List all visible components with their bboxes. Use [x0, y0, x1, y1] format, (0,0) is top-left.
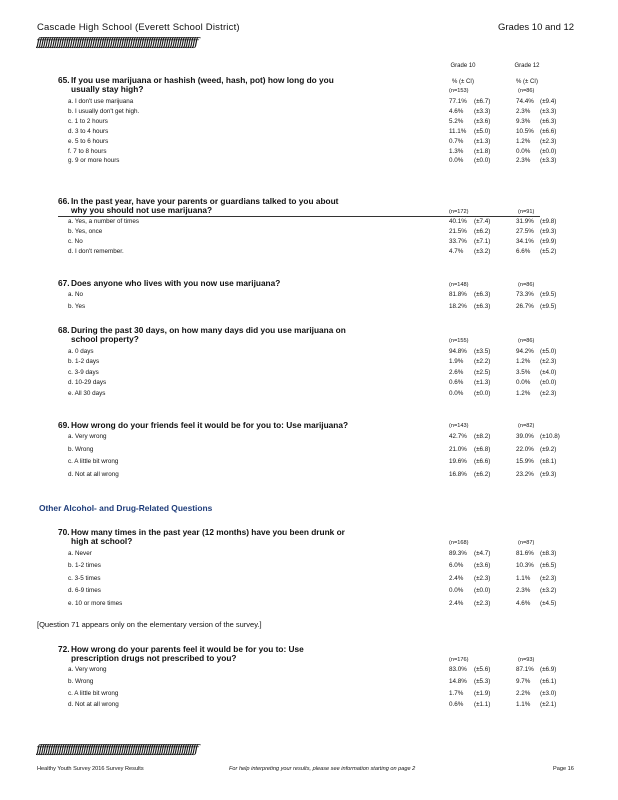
sample-size-grade12: (n=86) — [518, 282, 535, 288]
grade10-ci: (±4.7) — [474, 550, 491, 557]
response-label: c. No — [68, 237, 83, 245]
response-label: e. 5 to 6 hours — [68, 137, 109, 145]
question-title — [58, 528, 345, 546]
grade12-percent: 26.7% — [516, 302, 534, 310]
grade12-ci: (±9.5) — [540, 291, 557, 298]
grade12-percent: 39.0% — [516, 433, 534, 440]
grade10-percent: 77.1% — [449, 98, 467, 105]
question-title — [58, 76, 334, 94]
grade10-ci: (±1.3) — [474, 137, 491, 145]
grade12-ci: (±3.3) — [540, 157, 557, 165]
grade12-ci: (±6.3) — [540, 117, 557, 125]
response-row — [68, 238, 578, 247]
grade10-percent: 21.0% — [449, 445, 467, 453]
grade12-ci: (±2.1) — [540, 701, 557, 709]
grade10-ci: (±7.1) — [474, 237, 491, 245]
sample-size-grade10: (n=176) — [449, 657, 469, 663]
sample-size-grade12: (n=87) — [518, 540, 535, 546]
question-number: 65. — [58, 75, 70, 85]
grade10-ci: (±5.0) — [474, 127, 491, 135]
response-label: e. 10 or more times — [68, 599, 123, 607]
response-row — [68, 358, 578, 367]
response-row — [68, 587, 578, 596]
response-row — [68, 666, 578, 675]
grade12-percent: 87.1% — [516, 666, 534, 673]
response-row — [68, 118, 578, 127]
grade10-ci: (±3.6) — [474, 117, 491, 125]
grade10-percent: 5.2% — [449, 117, 464, 125]
question-text: During the past 30 days, on how many days did you use marijuana on — [71, 325, 346, 335]
grade10-percent: 1.9% — [449, 358, 464, 366]
grade10-ci: (±0.0) — [474, 587, 491, 595]
question-number: 69. — [58, 420, 70, 430]
grade10-ci: (±1.3) — [474, 379, 491, 387]
grade10-ci: (±6.3) — [474, 302, 491, 310]
grade12-percent: 1.2% — [516, 137, 531, 145]
grade10-percent: 21.5% — [449, 227, 467, 235]
sample-size-grade10: (n=143) — [449, 423, 469, 429]
question-number: 67. — [58, 278, 70, 288]
response-row — [68, 248, 578, 257]
grade10-percent: 0.6% — [449, 379, 464, 387]
response-label: a. Very wrong — [68, 433, 107, 440]
response-label: c. 3-9 days — [68, 368, 99, 376]
question-71-note: [Question 71 appears only on the elementary version of the survey.] — [37, 620, 262, 629]
response-label: b. I usually don't get high. — [68, 107, 140, 115]
response-row — [68, 446, 578, 455]
response-label: a. I don't use marijuana — [68, 98, 134, 105]
grades-label: Grades 10 and 12 — [498, 22, 575, 33]
grade12-ci: (±4.0) — [540, 368, 557, 376]
sample-size-grade12: (n=93) — [518, 657, 535, 663]
response-label: b. Yes — [68, 302, 86, 310]
grade12-percent: 22.0% — [516, 445, 534, 453]
grade12-ci: (±10.8) — [540, 433, 560, 440]
grade12-ci: (±6.9) — [540, 666, 557, 673]
grade12-percent: 31.9% — [516, 218, 534, 225]
question-text: How wrong do your parents feel it would be for you to: Use — [71, 644, 304, 654]
grade12-ci: (±4.5) — [540, 599, 557, 607]
grade10-heading: Grade 10 — [450, 63, 476, 69]
question-text-cont: school property? — [71, 334, 139, 344]
grade10-percent: 89.3% — [449, 550, 467, 557]
grade12-ci: (±9.3) — [540, 471, 557, 479]
response-row — [68, 108, 578, 117]
grade12-percent: 1.2% — [516, 389, 531, 397]
divider-line — [58, 216, 540, 217]
sample-size-grade10: (n=148) — [449, 282, 469, 288]
question-title — [58, 279, 280, 288]
response-label: a. No — [68, 291, 84, 298]
grade10-ci: (±3.2) — [474, 247, 491, 255]
grade12-ci: (±6.5) — [540, 562, 557, 570]
grade10-stat-heading: % (± CI) — [452, 79, 474, 85]
question-text-cont: usually stay high? — [71, 84, 144, 94]
grade10-percent: 16.8% — [449, 471, 467, 479]
grade12-stat-heading: % (± CI) — [516, 79, 538, 85]
response-row — [68, 600, 578, 609]
question-text-cont: prescription drugs not prescribed to you? — [71, 653, 237, 663]
question-text: Does anyone who lives with you now use marijuana? — [71, 278, 281, 288]
grade10-ci: (±0.0) — [474, 389, 491, 397]
grade10-percent: 0.7% — [449, 137, 464, 145]
grade12-ci: (±6.1) — [540, 677, 557, 685]
grade10-ci: (±0.0) — [474, 157, 491, 165]
question-number: 68. — [58, 325, 70, 335]
response-label: a. Very wrong — [68, 666, 107, 673]
response-row — [68, 575, 578, 584]
grade10-ci: (±2.5) — [474, 368, 491, 376]
response-row — [68, 550, 578, 559]
grade12-ci: (±6.6) — [540, 127, 557, 135]
sample-size-grade10: (n=155) — [449, 338, 469, 344]
grade12-percent: 81.6% — [516, 550, 534, 557]
grade12-ci: (±9.5) — [540, 302, 557, 310]
response-label: d. 10-29 days — [68, 379, 107, 387]
response-row — [68, 98, 578, 107]
grade10-ci: (±1.8) — [474, 147, 491, 155]
response-label: c. 3-5 times — [68, 574, 101, 582]
grade10-ci: (±6.6) — [474, 458, 491, 466]
grade10-ci: (±1.1) — [474, 701, 491, 709]
response-row — [68, 458, 578, 467]
grade10-percent: 0.0% — [449, 389, 464, 397]
grade12-ci: (±9.2) — [540, 445, 557, 453]
grade10-ci: (±8.2) — [474, 433, 491, 440]
grade12-ci: (±2.3) — [540, 358, 557, 366]
grade10-ci: (±6.2) — [474, 227, 491, 235]
grade12-ci: (±3.0) — [540, 689, 557, 697]
response-label: b. Wrong — [68, 677, 94, 685]
grade10-percent: 4.6% — [449, 107, 464, 115]
response-label: f. 7 to 8 hours — [68, 147, 107, 155]
response-label: b. 1-2 days — [68, 358, 100, 366]
sample-size-grade12: (n=86) — [518, 88, 535, 94]
top-rule: ƒƒƒƒƒƒƒƒƒƒƒƒƒƒƒƒƒƒƒƒƒƒƒƒƒƒƒƒƒƒƒƒƒƒƒƒƒƒƒƒƒƒƒƒƒƒƒƒƒƒƒƒƒƒƒƒƒƒƒƒƒƒƒƒƒƒƒƒƒƒƒƒ — [36, 34, 197, 49]
grade12-percent: 9.3% — [516, 117, 531, 125]
grade12-percent: 0.0% — [516, 379, 531, 387]
grade10-ci: (±6.2) — [474, 471, 491, 479]
grade10-ci: (±6.7) — [474, 98, 491, 105]
question-title — [58, 197, 338, 215]
grade12-heading: Grade 12 — [514, 63, 540, 69]
response-row — [68, 379, 578, 388]
grade12-percent: 1.2% — [516, 358, 531, 366]
response-label: c. A little bit wrong — [68, 458, 119, 466]
grade12-ci: (±0.0) — [540, 147, 557, 155]
grade12-percent: 2.2% — [516, 689, 531, 697]
response-label: e. All 30 days — [68, 389, 106, 397]
response-row — [68, 433, 578, 442]
response-row — [68, 218, 578, 227]
grade12-percent: 94.2% — [516, 348, 534, 355]
grade12-percent: 2.3% — [516, 107, 531, 115]
grade12-percent: 27.5% — [516, 227, 534, 235]
grade10-percent: 19.6% — [449, 458, 467, 466]
question-text-cont: high at school? — [71, 536, 133, 546]
sample-size-grade10: (n=172) — [449, 209, 469, 215]
response-row — [68, 128, 578, 137]
bottom-rule: ƒƒƒƒƒƒƒƒƒƒƒƒƒƒƒƒƒƒƒƒƒƒƒƒƒƒƒƒƒƒƒƒƒƒƒƒƒƒƒƒƒƒƒƒƒƒƒƒƒƒƒƒƒƒƒƒƒƒƒƒƒƒƒƒƒƒƒƒƒƒƒƒ — [36, 741, 197, 756]
question-number: 66. — [58, 196, 70, 206]
response-row — [68, 390, 578, 399]
response-label: c. A little bit wrong — [68, 689, 119, 697]
grade12-ci: (±8.3) — [540, 550, 557, 557]
grade10-ci: (±5.3) — [474, 677, 491, 685]
grade10-percent: 4.7% — [449, 247, 464, 255]
grade12-percent: 1.1% — [516, 574, 531, 582]
grade12-percent: 3.5% — [516, 368, 531, 376]
response-label: a. Never — [68, 550, 92, 557]
grade12-ci: (±2.3) — [540, 574, 557, 582]
grade12-ci: (±3.3) — [540, 107, 557, 115]
response-row — [68, 562, 578, 571]
response-row — [68, 678, 578, 687]
grade12-ci: (±3.2) — [540, 587, 557, 595]
grade12-percent: 1.1% — [516, 701, 531, 709]
grade10-percent: 14.8% — [449, 677, 467, 685]
response-row — [68, 369, 578, 378]
response-row — [68, 701, 578, 710]
response-label: a. 0 days — [68, 348, 94, 355]
sample-size-grade12: (n=91) — [518, 209, 535, 215]
response-row — [68, 690, 578, 699]
grade10-percent: 2.4% — [449, 599, 464, 607]
response-row — [68, 471, 578, 480]
grade10-percent: 0.0% — [449, 157, 464, 165]
sample-size-grade12: (n=86) — [518, 338, 535, 344]
footer-center: For help interpreting your results, please see information starting on page 2 — [229, 766, 416, 772]
question-text-cont: why you should not use marijuana? — [71, 205, 213, 215]
question-number: 70. — [58, 527, 70, 537]
grade10-ci: (±7.4) — [474, 218, 491, 225]
response-row — [68, 291, 578, 300]
response-row — [68, 348, 578, 357]
grade12-percent: 73.3% — [516, 291, 534, 298]
grade12-percent: 34.1% — [516, 237, 534, 245]
grade10-percent: 94.8% — [449, 348, 467, 355]
grade10-percent: 81.8% — [449, 291, 467, 298]
grade10-percent: 42.7% — [449, 433, 467, 440]
question-number: 72. — [58, 644, 70, 654]
grade10-percent: 33.7% — [449, 237, 467, 245]
response-row — [68, 228, 578, 237]
grade12-percent: 4.6% — [516, 599, 531, 607]
grade12-ci: (±9.3) — [540, 227, 557, 235]
page-number: Page 16 — [553, 766, 574, 772]
grade12-ci: (±8.1) — [540, 458, 557, 466]
question-title — [58, 645, 304, 663]
response-row — [68, 157, 578, 166]
grade12-ci: (±9.4) — [540, 98, 557, 105]
response-label: a. Yes, a number of times — [68, 218, 140, 225]
response-label: c. 1 to 2 hours — [68, 117, 108, 125]
grade10-ci: (±2.3) — [474, 574, 491, 582]
response-label: b. Wrong — [68, 445, 94, 453]
grade10-percent: 18.2% — [449, 302, 467, 310]
grade10-percent: 0.0% — [449, 587, 464, 595]
grade12-ci: (±2.3) — [540, 389, 557, 397]
grade12-ci: (±9.8) — [540, 218, 557, 225]
question-text: How many times in the past year (12 months) have you been drunk or — [71, 527, 345, 537]
response-label: d. Not at all wrong — [68, 471, 119, 479]
grade10-ci: (±6.3) — [474, 291, 491, 298]
sample-size-grade10: (n=153) — [449, 88, 469, 94]
grade10-ci: (±1.9) — [474, 689, 491, 697]
grade12-percent: 2.3% — [516, 157, 531, 165]
grade10-percent: 0.6% — [449, 701, 464, 709]
grade12-percent: 23.2% — [516, 471, 534, 479]
grade12-percent: 74.4% — [516, 98, 534, 105]
sample-size-grade10: (n=168) — [449, 540, 469, 546]
response-label: d. 3 to 4 hours — [68, 127, 109, 135]
response-row — [68, 138, 578, 147]
grade10-percent: 40.1% — [449, 218, 467, 225]
question-text: If you use marijuana or hashish (weed, hash, pot) how long do you — [71, 75, 334, 85]
grade10-percent: 83.0% — [449, 666, 467, 673]
school-title: Cascade High School (Everett School District) — [37, 22, 240, 33]
response-label: b. 1-2 times — [68, 562, 101, 570]
grade12-percent: 10.3% — [516, 562, 534, 570]
footer-left: Healthy Youth Survey 2016 Survey Results — [37, 766, 144, 772]
grade12-ci: (±5.2) — [540, 247, 557, 255]
grade10-percent: 11.1% — [449, 127, 467, 135]
grade10-ci: (±2.2) — [474, 358, 491, 366]
grade12-percent: 10.5% — [516, 127, 534, 135]
response-label: g. 9 or more hours — [68, 157, 120, 165]
grade10-percent: 1.7% — [449, 689, 464, 697]
grade10-percent: 6.0% — [449, 562, 464, 570]
grade12-percent: 0.0% — [516, 147, 531, 155]
response-label: d. I don't remember. — [68, 247, 124, 255]
grade10-percent: 2.6% — [449, 368, 464, 376]
question-title — [58, 326, 346, 344]
response-row — [68, 303, 578, 312]
question-text: In the past year, have your parents or guardians talked to you about — [71, 196, 339, 206]
grade10-ci: (±2.3) — [474, 599, 491, 607]
response-label: d. 6-9 times — [68, 587, 101, 595]
response-label: b. Yes, once — [68, 227, 103, 235]
grade12-ci: (±0.0) — [540, 379, 557, 387]
grade12-percent: 2.3% — [516, 587, 531, 595]
grade10-ci: (±5.6) — [474, 666, 491, 673]
sample-size-grade12: (n=82) — [518, 423, 535, 429]
grade12-ci: (±2.3) — [540, 137, 557, 145]
grade10-ci: (±3.3) — [474, 107, 491, 115]
question-title — [58, 421, 348, 430]
grade10-percent: 1.3% — [449, 147, 464, 155]
grade10-ci: (±6.8) — [474, 445, 491, 453]
grade10-ci: (±3.6) — [474, 562, 491, 570]
question-text: How wrong do your friends feel it would be for you to: Use marijuana? — [71, 420, 349, 430]
grade12-ci: (±9.9) — [540, 237, 557, 245]
response-row — [68, 148, 578, 157]
grade10-percent: 2.4% — [449, 574, 464, 582]
grade12-percent: 9.7% — [516, 677, 531, 685]
grade10-ci: (±3.5) — [474, 348, 491, 355]
grade12-ci: (±5.0) — [540, 348, 557, 355]
section-title: Other Alcohol- and Drug-Related Questions — [39, 503, 213, 513]
grade12-percent: 15.9% — [516, 458, 534, 466]
grade12-percent: 6.6% — [516, 247, 531, 255]
response-label: d. Not at all wrong — [68, 701, 119, 709]
